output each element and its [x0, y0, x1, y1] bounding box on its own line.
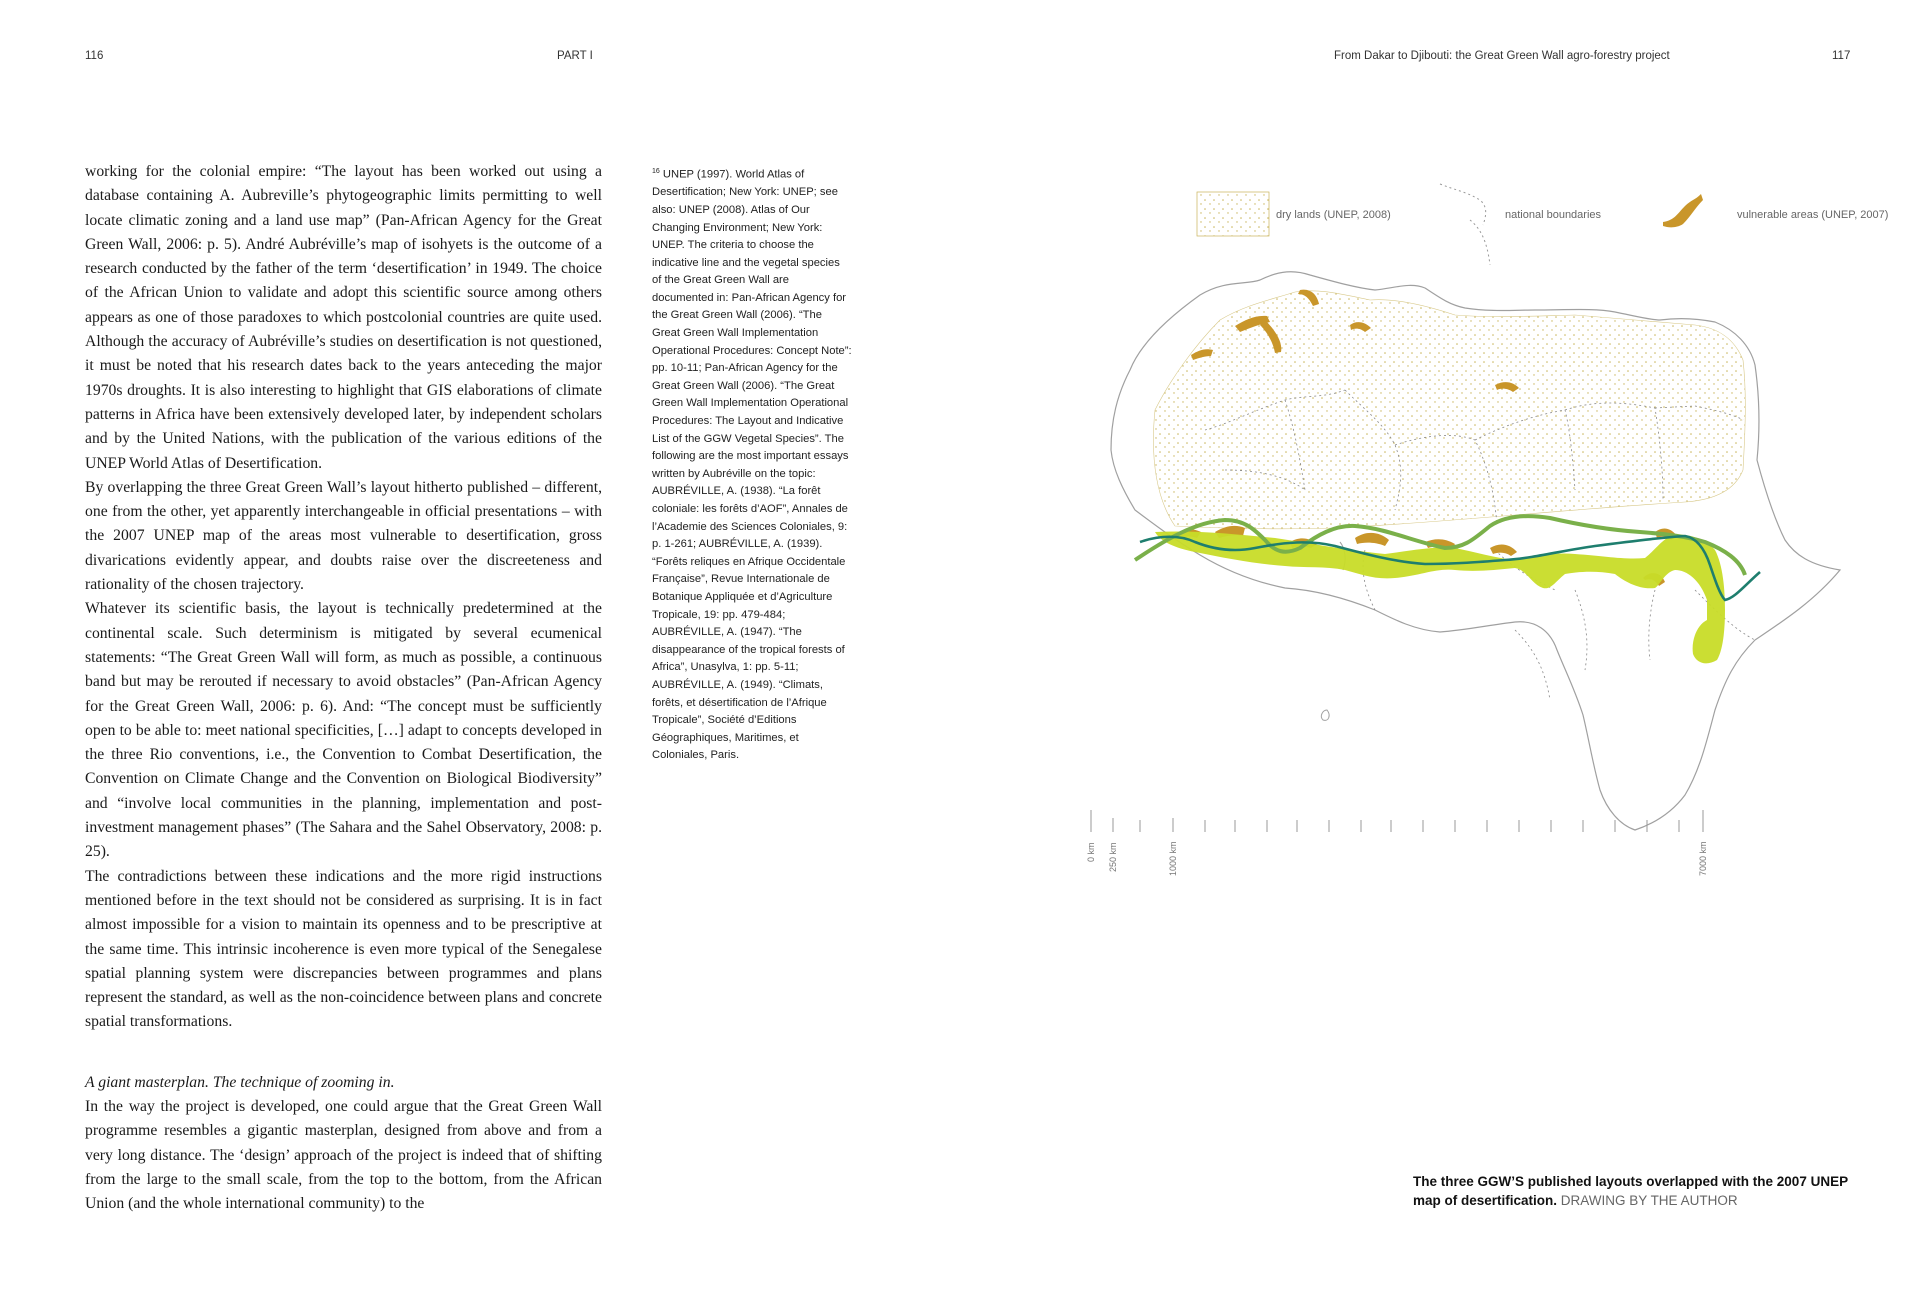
caption-credit: DRAWING BY THE AUTHOR [1560, 1193, 1738, 1208]
right-page-number: 117 [1832, 50, 1851, 62]
body-paragraph: working for the colonial empire: “The layout has been worked out using a database containing A. Aubreville’s phytogeographic limits permitting to well locate climatic zoning and a land use map” (Pan-African Agency for the Great Green Wall, 2006: p. 5). André Aubréville’s map of isohyets is the outcome of a research conducted by the father of the term ‘desertification’ in 1949. The choice of the African Union to validate and adopt this scientific source among others appears as one of those paradoxes to which postcolonial countries are quite used. Although the accuracy of Aubréville’s studies on desertification is not questioned, it must be noted that his research dates back to the years anteceding the major 1970s droughts. It is also interesting to highlight that GIS elaborations of climate patterns in Africa have been extensively developed later, by independent scholars and by the United Nations, with the publication of the various editions of the UNEP World Atlas of Desertification. [85, 163, 602, 472]
figure-caption [1413, 1172, 1873, 1210]
dry-lands-legend-label: dry lands (UNEP, 2008) [1276, 209, 1391, 221]
body-paragraph: The contradictions between these indications and the more rigid instructions mentioned before in the text should not be considered as surprising. It is in fact almost impossible for a vision to maintain its openness and to be prescriptive at the same time. This intrinsic incoherence is even more typical of the Senegalese spatial planning system were discrepancies between programmes and plans represent the standard, as well as the non-coincidence between plans and concrete spatial transformations. [85, 867, 602, 1031]
body-paragraph: By overlapping the three Great Green Wall’s layout hitherto published – different, one from the other, yet apparently interchangeable in official presentations – with the 2007 UNEP map of the areas most vulnerable to desertification, gross divarications evidently appear, and doubts raise over the discreeteness and rationality of the chosen trajectory. [85, 478, 602, 594]
scale-label: 250 km [1108, 842, 1118, 872]
footnote-number: 16 [652, 168, 660, 175]
scale-label: 7000 km [1698, 841, 1708, 876]
ggw-layout-light [1155, 531, 1725, 663]
national-boundaries-swatch [1440, 184, 1486, 225]
scale-label: 1000 km [1168, 841, 1178, 876]
island-outline [1321, 710, 1329, 720]
footnote [652, 163, 852, 765]
scale-label: 0 km [1086, 842, 1096, 862]
main-text-column [85, 160, 602, 1216]
right-running-title: From Dakar to Djibouti: the Great Green Wall agro-forestry project [1334, 50, 1670, 62]
scale-bar [1086, 810, 1708, 876]
body-paragraph: In the way the project is developed, one could argue that the Great Green Wall programme resembles a gigantic masterplan, designed from above and from a very long distance. The ‘design’ approach of the project is indeed that of shifting from the large to the small scale, from the top to the bottom, from the African Union (and the whole international community) to the [85, 1097, 602, 1213]
body-paragraph: Whatever its scientific basis, the layout is technically predetermined at the continental scale. Such determinism is mitigated by several ecumenical statements: “The Great Green Wall will form, as much as possible, a continuous band but may be rerouted if necessary to avoid obstacles” (Pan-African Agency for the Great Green Wall, 2006: p. 6). And: “The concept must be sufficiently open to be able to: meet national specificities, […] adapt to concepts developed in the three Rio conventions, i.e., the Convention to Combat Desertification, the Convention on Climate Change and the Convention on Biological Biodiversity” and “involve local communities in the planning, implementation and post-investment management phases” (The Sahara and the Sahel Observatory, 2008: p. 25). [85, 600, 602, 861]
national-boundaries-legend-label: national boundaries [1505, 209, 1602, 221]
map-legend [1197, 184, 1888, 265]
vulnerable-areas-swatch [1663, 194, 1703, 227]
caption-text: The three GGW’S published layouts overlapped with the 2007 UNEP map of desertification. [1413, 1174, 1848, 1208]
great-green-wall-map [1086, 170, 1889, 890]
vulnerable-areas-legend-label: vulnerable areas (UNEP, 2007) [1737, 209, 1889, 221]
dry-lands-swatch [1197, 192, 1269, 236]
footnote-text: UNEP (1997). World Atlas of Desertification; New York: UNEP; see also: UNEP (2008). Atlas of Our Changing Environment; New York: UNEP. The criteria to choose the indicative line and the vegetal species of the Great Green Wall are documented in: Pan-African Agency for the Great Green Wall (2006). “The Great Green Wall Implementation Operational Procedures: Concept Note”: pp. 10-11; Pan-African Agency for the Great Green Wall (2006). “The Great Green Wall Implementation Operational Procedures: The Layout and Indicative List of the GGW Vegetal Species”. The following are the most important essays written by Aubréville on the topic: AUBRÉVILLE, A. (1938). “La forêt coloniale: les forêts d’AOF”, Annales de l’Academie des Sciences Coloniales, 9: p. 1-261; AUBRÉVILLE, A. (1939). “Forêts reliques en Afrique Occidentale Française”, Revue Internationale de Botanique Appliquée et d’Agriculture Tropicale, 19: pp. 479-484; AUBRÉVILLE, A. (1947). “The disappearance of the tropical forests of Africa”, Unasylva, 1: pp. 5-11; AUBRÉVILLE, A. (1949). “Climats, forêts, et désertification de l’Afrique Tropicale”, Société d’Editions Géographiques, Maritimes, et Coloniales, Paris. [652, 168, 852, 762]
section-heading: A giant masterplan. The technique of zooming in. [85, 1073, 395, 1091]
left-section-title: PART I [557, 50, 593, 62]
left-page-number: 116 [85, 50, 104, 62]
